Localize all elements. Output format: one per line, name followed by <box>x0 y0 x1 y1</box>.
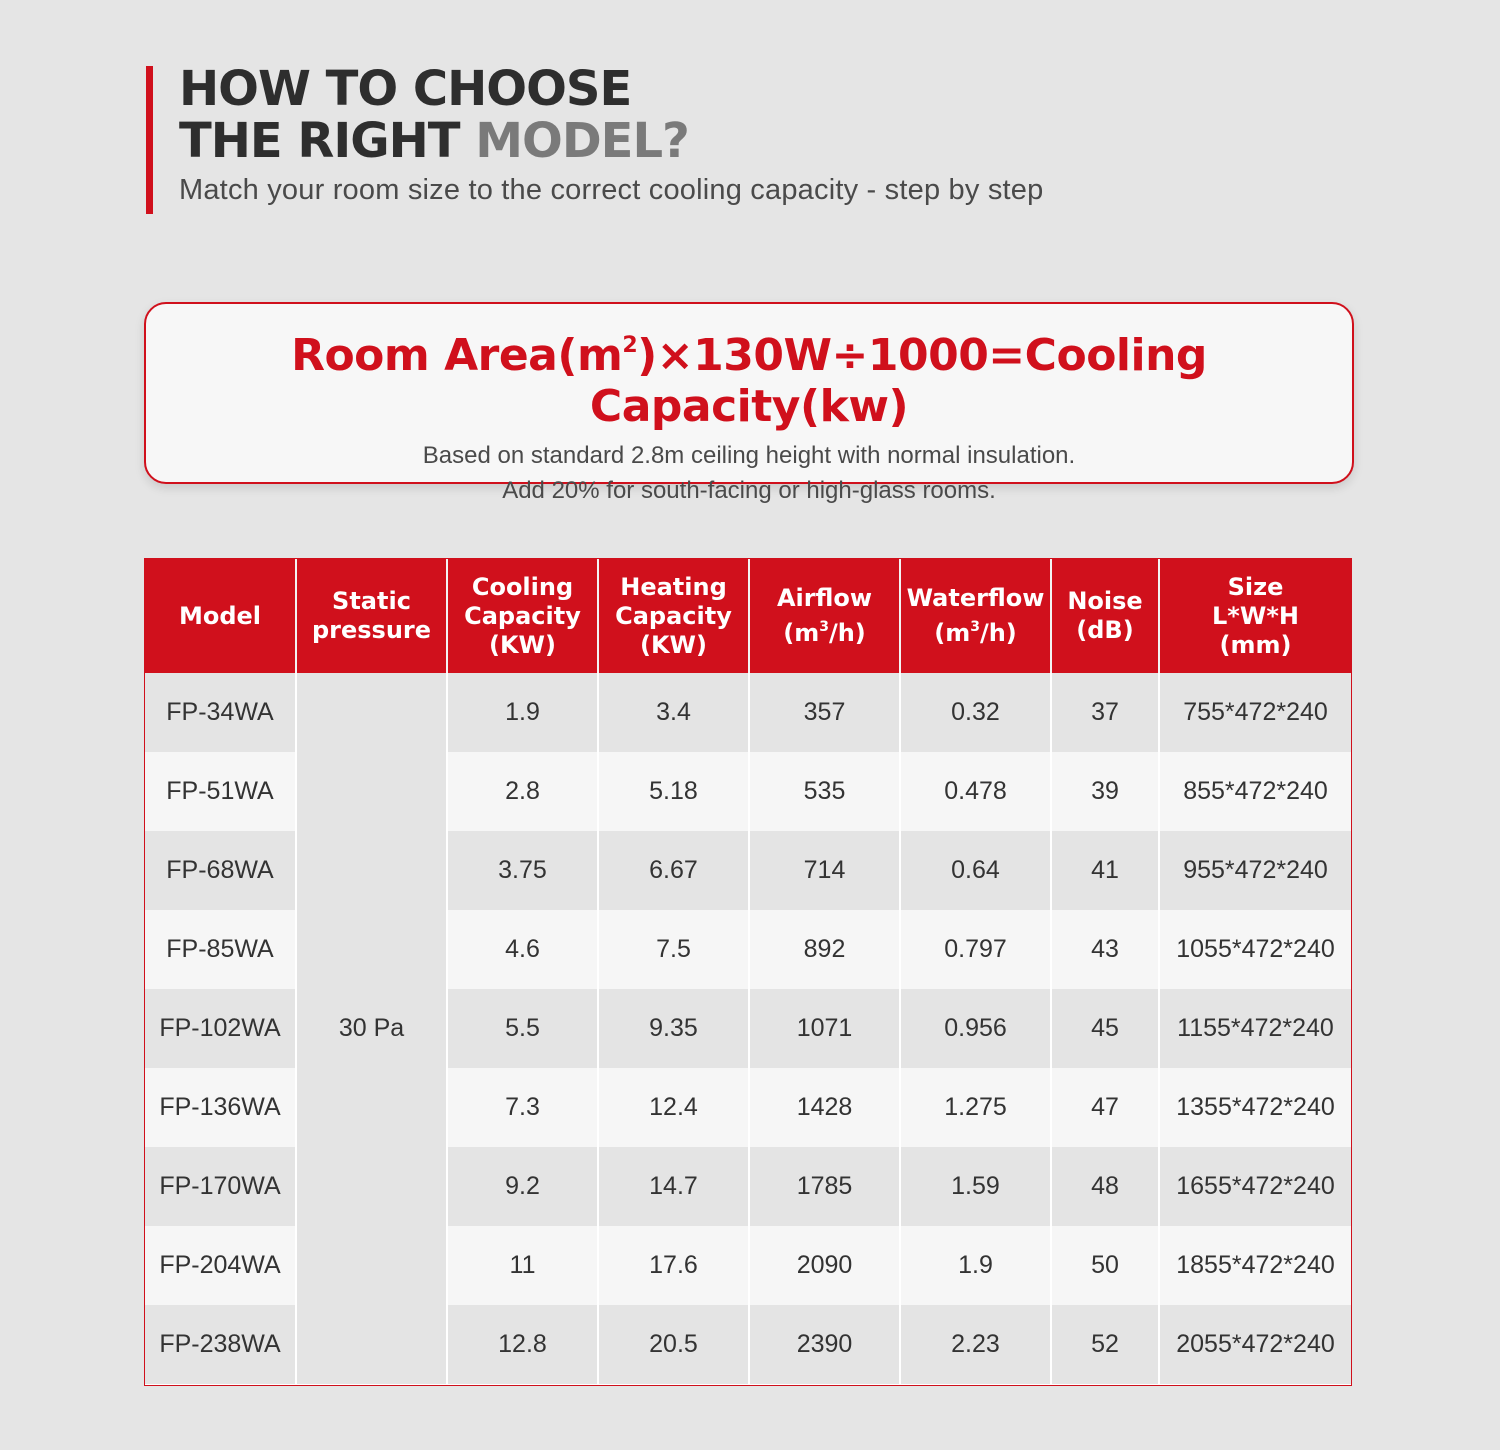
cell-size: 1655*472*240 <box>1159 1147 1351 1226</box>
header-cooling-capacity: Cooling Capacity (KW) <box>447 559 598 673</box>
cell-size: 1355*472*240 <box>1159 1068 1351 1147</box>
cell-model: FP-34WA <box>145 673 296 752</box>
cell-airflow: 1071 <box>749 989 900 1068</box>
cell-heating: 9.35 <box>598 989 749 1068</box>
header-noise: Noise (dB) <box>1051 559 1159 673</box>
cell-waterflow: 2.23 <box>900 1305 1051 1384</box>
cell-noise: 47 <box>1051 1068 1159 1147</box>
title-faded-part: MODEL? <box>475 113 689 169</box>
page-title-line-2 <box>179 112 1043 170</box>
cell-waterflow: 0.478 <box>900 752 1051 831</box>
cell-noise: 37 <box>1051 673 1159 752</box>
cell-cooling: 3.75 <box>447 831 598 910</box>
header-heating-capacity: Heating Capacity (KW) <box>598 559 749 673</box>
cell-waterflow: 1.275 <box>900 1068 1051 1147</box>
header-waterflow: Waterflow $(m^3/h)$ <box>900 559 1051 673</box>
page-header <box>146 61 1044 214</box>
cell-cooling: 7.3 <box>447 1068 598 1147</box>
cell-cooling: 11 <box>447 1226 598 1305</box>
cell-airflow: 1428 <box>749 1068 900 1147</box>
cell-model: FP-85WA <box>145 910 296 989</box>
cell-airflow: 714 <box>749 831 900 910</box>
formula-card <box>144 302 1354 504</box>
header-airflow: Airflow $(m^3/h)$ <box>749 559 900 673</box>
cell-noise: 39 <box>1051 752 1159 831</box>
page-title-line-1: HOW TO CHOOSE <box>179 61 632 117</box>
cell-airflow: 535 <box>749 752 900 831</box>
header-model: Model <box>145 559 296 673</box>
cell-heating: 3.4 <box>598 673 749 752</box>
header-static-pressure: Static pressure <box>296 559 447 673</box>
formula-part-2: )×130W÷1000=Cooling Capacity(kw) <box>589 330 1207 432</box>
formula-note-line-1: Based on standard 2.8m ceiling height with normal insulation. <box>422 442 1076 469</box>
cell-heating: 6.67 <box>598 831 749 910</box>
cell-cooling: 12.8 <box>447 1305 598 1384</box>
cell-size: 2055*472*240 <box>1159 1305 1351 1384</box>
title-dark-part: THE RIGHT <box>179 113 476 169</box>
cell-cooling: 5.5 <box>447 989 598 1068</box>
cell-noise: 48 <box>1051 1147 1159 1226</box>
cell-heating: 7.5 <box>598 910 749 989</box>
cell-model: FP-68WA <box>145 831 296 910</box>
cell-model: FP-51WA <box>145 752 296 831</box>
formula-part-1: Room Area(m <box>291 330 623 381</box>
cell-noise: 45 <box>1051 989 1159 1068</box>
cell-heating: 12.4 <box>598 1068 749 1147</box>
cell-noise: 50 <box>1051 1226 1159 1305</box>
table-row <box>145 673 1351 752</box>
cell-heating: 20.5 <box>598 1305 749 1384</box>
cell-waterflow: 0.64 <box>900 831 1051 910</box>
cell-airflow: 1785 <box>749 1147 900 1226</box>
model-spec-table <box>145 559 1351 1384</box>
cell-waterflow: 0.797 <box>900 910 1051 989</box>
cell-waterflow: 0.32 <box>900 673 1051 752</box>
cell-airflow: 2390 <box>749 1305 900 1384</box>
table-body <box>145 673 1351 1384</box>
cell-heating: 14.7 <box>598 1147 749 1226</box>
cell-cooling: 1.9 <box>447 673 598 752</box>
cell-airflow: 2090 <box>749 1226 900 1305</box>
cell-noise: 52 <box>1051 1305 1159 1384</box>
cell-airflow: 357 <box>749 673 900 752</box>
cell-cooling: 9.2 <box>447 1147 598 1226</box>
header-size: Size L*W*H (mm) <box>1159 559 1351 673</box>
cooling-formula <box>146 330 1352 432</box>
cell-cooling: 4.6 <box>447 910 598 989</box>
formula-superscript: 2 <box>622 333 638 358</box>
cell-model: FP-170WA <box>145 1147 296 1226</box>
cell-airflow: 892 <box>749 910 900 989</box>
cell-waterflow: 0.956 <box>900 989 1051 1068</box>
page-subtitle: Match your room size to the correct cooling capacity - step by step <box>179 174 1044 206</box>
cell-heating: 17.6 <box>598 1226 749 1305</box>
cell-waterflow: 1.59 <box>900 1147 1051 1226</box>
cell-heating: 5.18 <box>598 752 749 831</box>
cell-size: 1155*472*240 <box>1159 989 1351 1068</box>
formula-note-line-2: Add 20% for south-facing or high-glass rooms. <box>502 477 996 504</box>
cell-model: FP-102WA <box>145 989 296 1068</box>
formula-note <box>146 438 1352 508</box>
cell-size: 1855*472*240 <box>1159 1226 1351 1305</box>
cell-model: FP-238WA <box>145 1305 296 1384</box>
table-header-row <box>145 559 1351 673</box>
cell-size: 855*472*240 <box>1159 752 1351 831</box>
cell-model: FP-204WA <box>145 1226 296 1305</box>
cell-noise: 43 <box>1051 910 1159 989</box>
model-table-container <box>144 558 1352 1386</box>
cell-cooling: 2.8 <box>447 752 598 831</box>
cell-waterflow: 1.9 <box>900 1226 1051 1305</box>
cell-size: 755*472*240 <box>1159 673 1351 752</box>
cell-size: 955*472*240 <box>1159 831 1351 910</box>
cell-static-pressure: 30 Pa <box>296 673 447 1384</box>
cell-size: 1055*472*240 <box>1159 910 1351 989</box>
cell-noise: 41 <box>1051 831 1159 910</box>
cell-model: FP-136WA <box>145 1068 296 1147</box>
